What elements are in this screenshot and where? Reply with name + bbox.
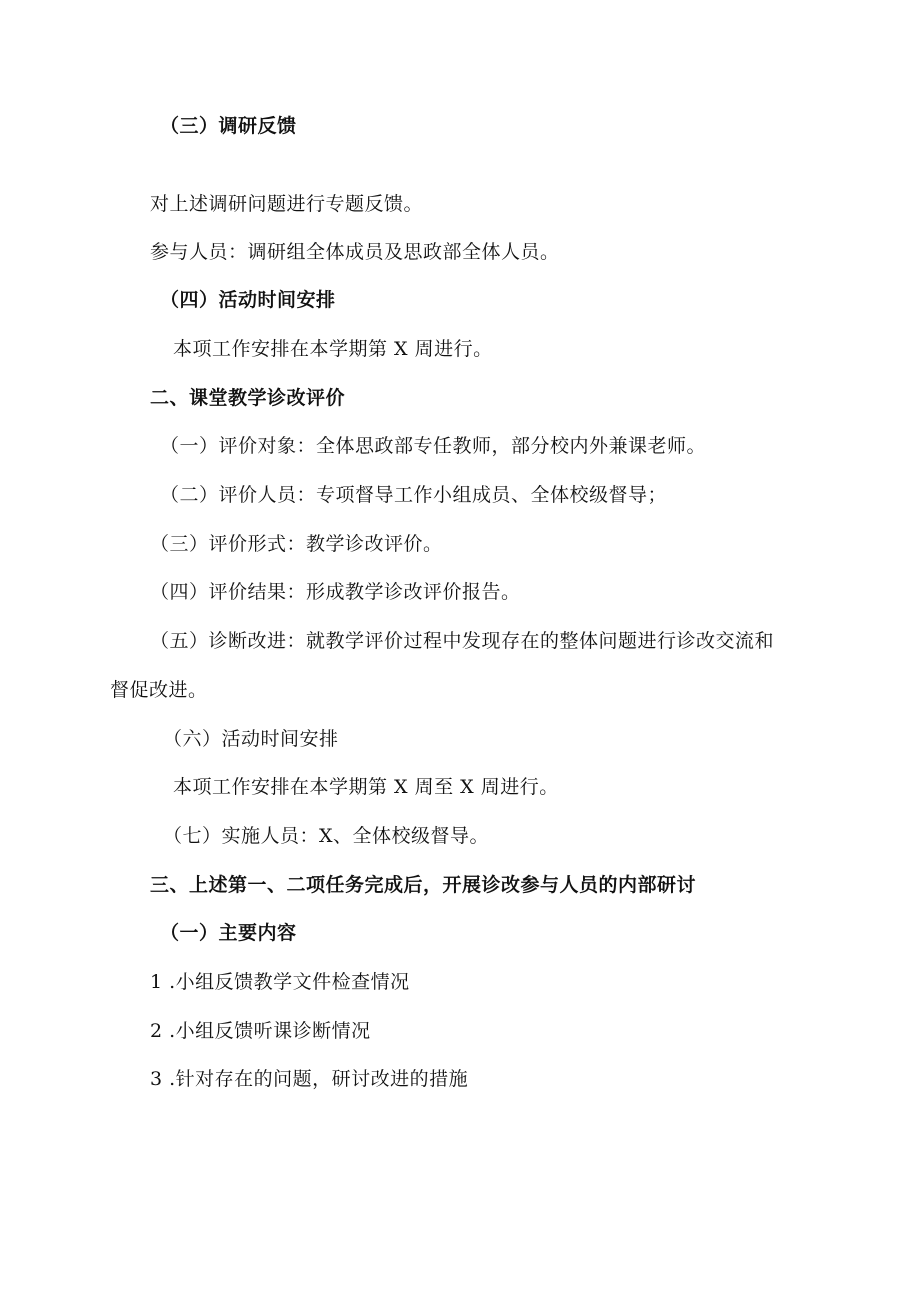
list-item: 2 .小组反馈听课诊断情况 xyxy=(150,1020,371,1042)
section-heading-classroom-evaluation: 二、课堂教学诊改评价 xyxy=(150,387,346,409)
paragraph-continuation: 督促改进。 xyxy=(110,679,208,701)
paragraph: （二）评价人员：专项督导工作小组成员、全体校级督导； xyxy=(160,484,668,506)
section-heading-internal-discussion: 三、上述第一、二项任务完成后，开展诊改参与人员的内部研讨 xyxy=(150,874,697,896)
paragraph: （四）评价结果：形成教学诊改评价报告。 xyxy=(150,581,521,603)
section-heading-main-content: （一）主要内容 xyxy=(160,922,297,944)
paragraph: （一）评价对象：全体思政部专任教师，部分校内外兼课老师。 xyxy=(160,435,707,457)
paragraph: 本项工作安排在本学期第 X 周进行。 xyxy=(173,338,493,360)
section-heading-research-feedback: （三）调研反馈 xyxy=(160,115,297,137)
section-heading-schedule: （四）活动时间安排 xyxy=(160,289,336,311)
paragraph: 本项工作安排在本学期第 X 周至 X 周进行。 xyxy=(173,776,559,798)
list-item: 3 .针对存在的问题，研讨改进的措施 xyxy=(150,1068,469,1090)
paragraph: 参与人员：调研组全体成员及思政部全体人员。 xyxy=(150,241,560,263)
paragraph: （七）实施人员：X、全体校级督导。 xyxy=(163,825,490,847)
paragraph: （五）诊断改进：就教学评价过程中发现存在的整体问题进行诊改交流和 xyxy=(150,630,775,652)
paragraph: （六）活动时间安排 xyxy=(163,728,339,750)
list-item: 1 .小组反馈教学文件检查情况 xyxy=(150,971,410,993)
paragraph: （三）评价形式：教学诊改评价。 xyxy=(150,533,443,555)
paragraph: 对上述调研问题进行专题反馈。 xyxy=(150,193,424,215)
